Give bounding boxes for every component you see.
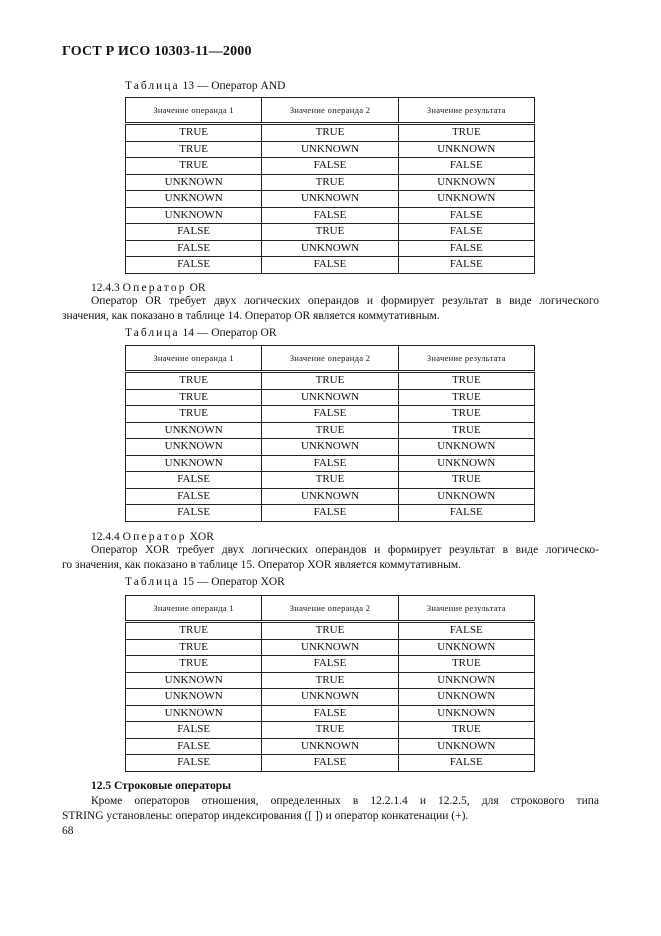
table-15-label: Таблица <box>125 576 180 588</box>
table-header-row <box>126 346 535 372</box>
table-cell: FALSE <box>126 738 262 755</box>
table-cell: UNKNOWN <box>398 689 534 706</box>
table-cell: UNKNOWN <box>398 738 534 755</box>
column-header: Значение операнда 1 <box>126 98 262 124</box>
table-cell: FALSE <box>126 505 262 522</box>
table-row <box>126 174 535 191</box>
table-14-or <box>125 345 535 522</box>
table-cell: FALSE <box>126 240 262 257</box>
table-cell: UNKNOWN <box>262 439 398 456</box>
column-header: Значение операнда 2 <box>262 596 398 622</box>
table-cell: UNKNOWN <box>126 191 262 208</box>
table-15-caption <box>125 576 285 588</box>
table-13-caption <box>125 80 285 92</box>
table-row <box>126 141 535 158</box>
table-row <box>126 755 535 772</box>
table-cell: TRUE <box>398 472 534 489</box>
table-14-title: 14 — Оператор OR <box>182 327 277 339</box>
table-cell: UNKNOWN <box>126 439 262 456</box>
table-cell: TRUE <box>126 124 262 142</box>
column-header: Значение операнда 1 <box>126 346 262 372</box>
table-cell: FALSE <box>262 257 398 274</box>
table-cell: TRUE <box>262 722 398 739</box>
table-row <box>126 257 535 274</box>
table-cell: UNKNOWN <box>262 689 398 706</box>
table-cell: FALSE <box>262 656 398 673</box>
table-cell: FALSE <box>126 488 262 505</box>
table-cell: UNKNOWN <box>398 191 534 208</box>
table-cell: FALSE <box>126 722 262 739</box>
section-12-4-3-name: OR <box>189 282 206 294</box>
table-cell: UNKNOWN <box>262 240 398 257</box>
table-cell: FALSE <box>262 207 398 224</box>
section-12-4-3-paragraph <box>62 294 599 324</box>
table-cell: UNKNOWN <box>398 672 534 689</box>
section-12-4-4-number: 12.4.4 <box>91 531 120 543</box>
table-cell: UNKNOWN <box>398 141 534 158</box>
table-row <box>126 505 535 522</box>
table-cell: UNKNOWN <box>126 455 262 472</box>
table-cell: FALSE <box>398 224 534 241</box>
table-row <box>126 422 535 439</box>
table-cell: TRUE <box>126 639 262 656</box>
table-cell: TRUE <box>262 422 398 439</box>
table-cell: FALSE <box>126 224 262 241</box>
table-cell: UNKNOWN <box>126 174 262 191</box>
table-cell: UNKNOWN <box>398 705 534 722</box>
table-cell: UNKNOWN <box>398 174 534 191</box>
table-cell: FALSE <box>262 505 398 522</box>
table-cell: UNKNOWN <box>398 488 534 505</box>
table-cell: FALSE <box>262 755 398 772</box>
table-row <box>126 488 535 505</box>
table-cell: TRUE <box>398 406 534 423</box>
table-header-row <box>126 98 535 124</box>
table-cell: TRUE <box>398 124 534 142</box>
table-cell: TRUE <box>262 372 398 390</box>
table-cell: TRUE <box>398 656 534 673</box>
table-row <box>126 406 535 423</box>
table-header-row <box>126 596 535 622</box>
table-cell: UNKNOWN <box>262 141 398 158</box>
table-cell: UNKNOWN <box>126 705 262 722</box>
paragraph-line: Оператор XOR требует двух логических операндов и формирует результат в виде логическо- <box>91 544 599 556</box>
table-row <box>126 689 535 706</box>
table-cell: FALSE <box>398 622 534 640</box>
table-cell: TRUE <box>262 472 398 489</box>
column-header: Значение операнда 1 <box>126 596 262 622</box>
table-cell: UNKNOWN <box>262 639 398 656</box>
table-row <box>126 722 535 739</box>
section-12-4-4-title: Оператор <box>122 531 187 543</box>
table-cell: UNKNOWN <box>262 191 398 208</box>
section-12-4-3-heading <box>91 282 206 294</box>
table-cell: FALSE <box>126 472 262 489</box>
table-cell: TRUE <box>126 372 262 390</box>
table-cell: UNKNOWN <box>126 207 262 224</box>
table-cell: UNKNOWN <box>398 639 534 656</box>
column-header: Значение операнда 2 <box>262 346 398 372</box>
table-cell: FALSE <box>126 257 262 274</box>
column-header: Значение результата <box>398 346 534 372</box>
table-row <box>126 158 535 175</box>
table-cell: UNKNOWN <box>126 672 262 689</box>
section-12-4-3-number: 12.4.3 <box>91 282 120 294</box>
table-cell: TRUE <box>126 141 262 158</box>
table-cell: TRUE <box>126 158 262 175</box>
table-row <box>126 191 535 208</box>
table-row <box>126 639 535 656</box>
table-cell: TRUE <box>262 124 398 142</box>
table-row <box>126 439 535 456</box>
table-15-xor <box>125 595 535 772</box>
column-header: Значение операнда 2 <box>262 98 398 124</box>
table-cell: UNKNOWN <box>398 455 534 472</box>
table-cell: TRUE <box>126 656 262 673</box>
table-cell: TRUE <box>262 622 398 640</box>
table-cell: TRUE <box>126 622 262 640</box>
table-cell: FALSE <box>398 207 534 224</box>
table-13-title: 13 — Оператор AND <box>182 80 286 92</box>
table-row <box>126 656 535 673</box>
table-cell: FALSE <box>262 455 398 472</box>
table-cell: TRUE <box>398 722 534 739</box>
page-number: 68 <box>62 825 74 837</box>
table-cell: FALSE <box>262 158 398 175</box>
table-cell: FALSE <box>126 755 262 772</box>
column-header: Значение результата <box>398 98 534 124</box>
table-cell: TRUE <box>262 672 398 689</box>
table-row <box>126 372 535 390</box>
table-cell: TRUE <box>398 372 534 390</box>
paragraph-line: го значения, как показано в таблице 15. Оператор XOR является коммутативным. <box>62 559 461 571</box>
table-row <box>126 389 535 406</box>
table-row <box>126 207 535 224</box>
table-row <box>126 124 535 142</box>
table-cell: FALSE <box>398 505 534 522</box>
table-cell: FALSE <box>398 240 534 257</box>
table-cell: TRUE <box>126 389 262 406</box>
table-cell: FALSE <box>398 755 534 772</box>
section-12-4-4-heading <box>91 531 214 543</box>
table-row <box>126 672 535 689</box>
table-cell: TRUE <box>262 224 398 241</box>
table-cell: UNKNOWN <box>262 738 398 755</box>
table-15-title: 15 — Оператор XOR <box>182 576 285 588</box>
table-cell: FALSE <box>262 705 398 722</box>
section-12-4-4-name: XOR <box>189 531 214 543</box>
table-14-caption <box>125 327 277 339</box>
table-14-label: Таблица <box>125 327 180 339</box>
table-row <box>126 622 535 640</box>
paragraph-line: STRING установлены: оператор индексирования ([ ]) и оператор конкатенации (+). <box>62 810 469 822</box>
table-cell: TRUE <box>262 174 398 191</box>
table-row <box>126 738 535 755</box>
table-cell: TRUE <box>398 389 534 406</box>
table-row <box>126 472 535 489</box>
table-cell: UNKNOWN <box>398 439 534 456</box>
section-12-4-3-title: Оператор <box>122 282 187 294</box>
section-12-5-heading: 12.5 Строковые операторы <box>91 780 232 792</box>
table-cell: UNKNOWN <box>126 422 262 439</box>
table-row <box>126 455 535 472</box>
section-12-4-4-paragraph <box>62 543 599 573</box>
table-cell: FALSE <box>398 158 534 175</box>
table-cell: UNKNOWN <box>262 389 398 406</box>
table-cell: UNKNOWN <box>262 488 398 505</box>
table-cell: FALSE <box>398 257 534 274</box>
section-12-5-paragraph <box>62 794 599 824</box>
table-cell: FALSE <box>262 406 398 423</box>
column-header: Значение результата <box>398 596 534 622</box>
paragraph-line: значения, как показано в таблице 14. Оператор OR является коммутативным. <box>62 310 440 322</box>
table-cell: UNKNOWN <box>126 689 262 706</box>
table-13-and <box>125 97 535 274</box>
table-13-label: Таблица <box>125 80 180 92</box>
document-header: ГОСТ Р ИСО 10303-11—2000 <box>62 44 252 59</box>
table-cell: TRUE <box>398 422 534 439</box>
table-cell: TRUE <box>126 406 262 423</box>
table-row <box>126 240 535 257</box>
paragraph-line: Кроме операторов отношения, определенных в 12.2.1.4 и 12.2.5, для строкового типа <box>91 795 599 807</box>
paragraph-line: Оператор OR требует двух логических операндов и формирует результат в виде логического <box>91 295 599 307</box>
table-row <box>126 224 535 241</box>
table-row <box>126 705 535 722</box>
